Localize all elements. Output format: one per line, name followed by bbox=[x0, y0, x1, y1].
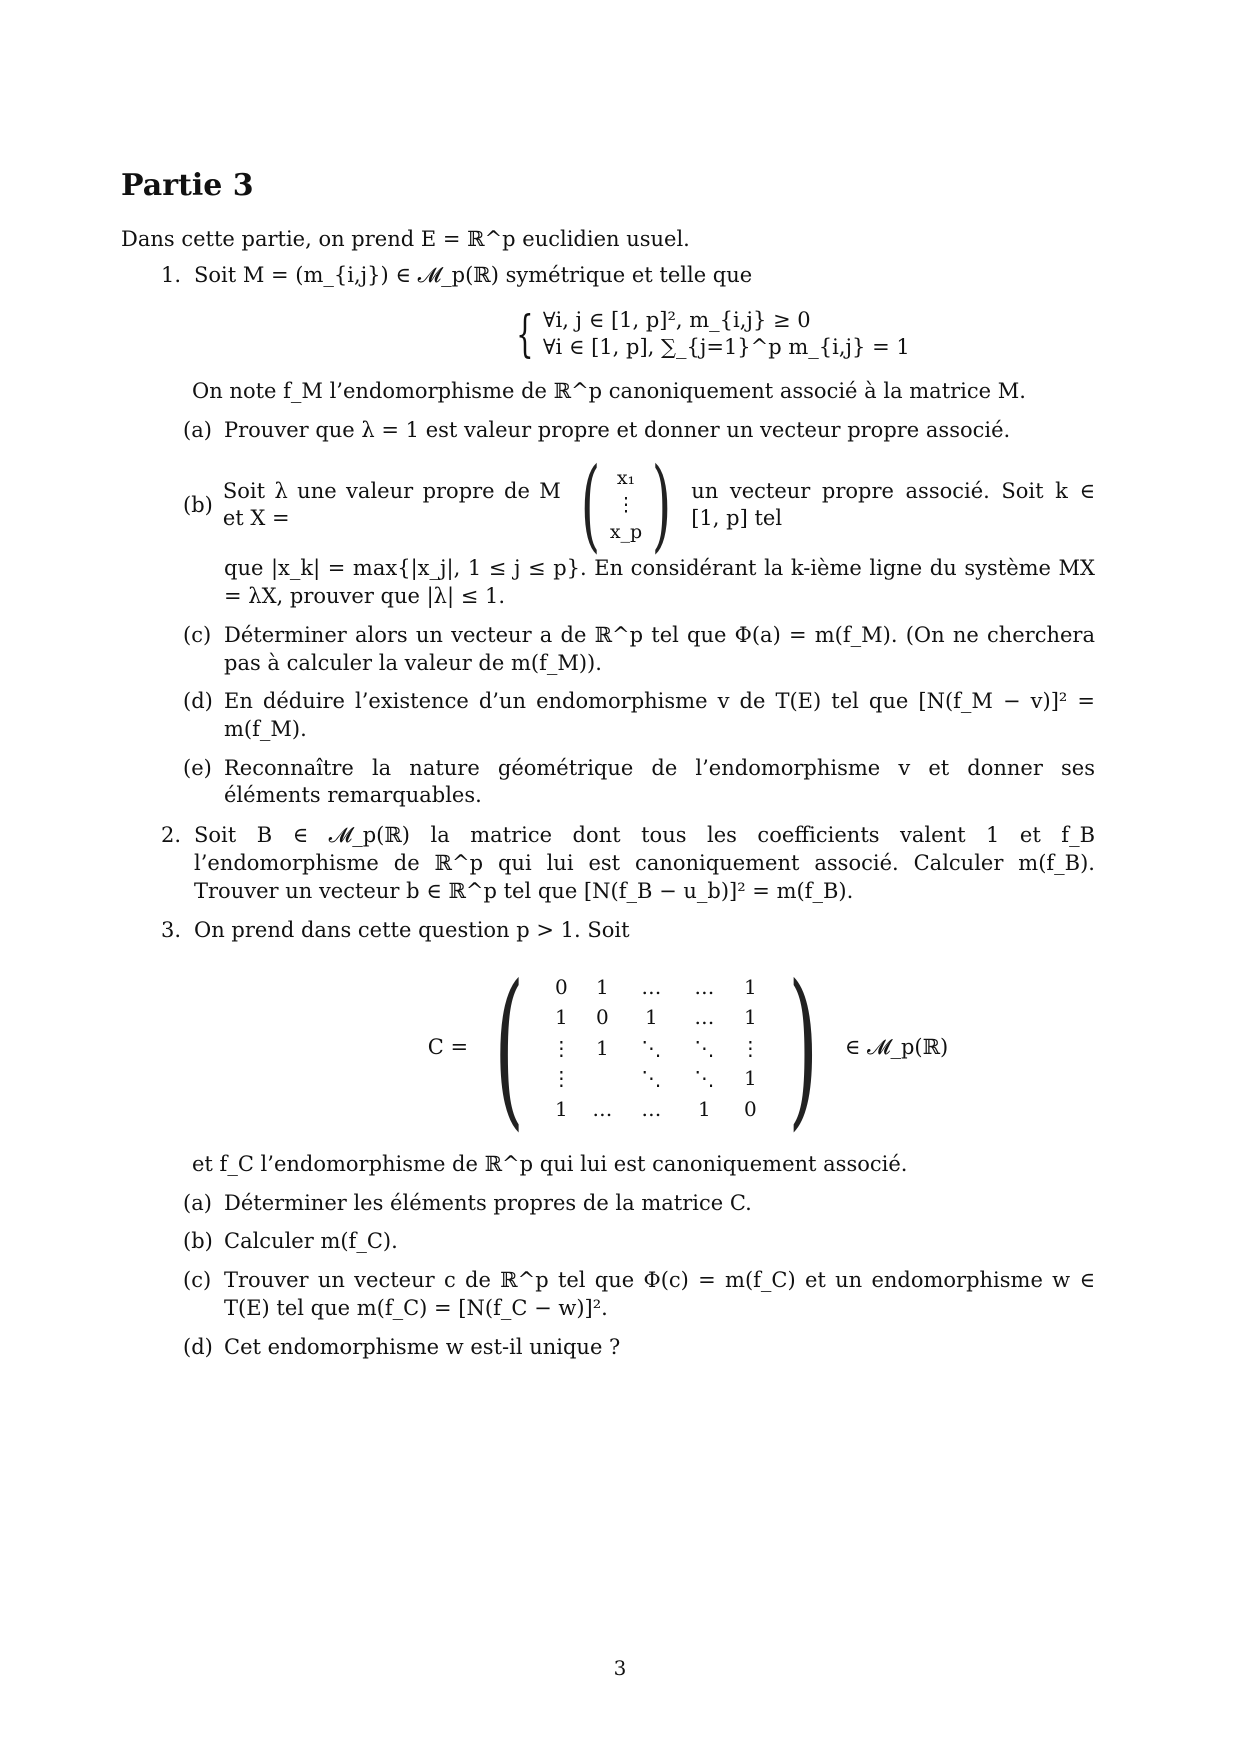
question-3d bbox=[121, 1334, 1095, 1362]
matrix-cell: ⋮ bbox=[551, 1066, 572, 1091]
vector-entry-dots: ⋮ bbox=[616, 494, 636, 517]
matrix-cell: … bbox=[641, 975, 662, 1000]
question-3c-label: (c) bbox=[183, 1268, 212, 1293]
question-1c-label: (c) bbox=[183, 622, 212, 647]
question-2-number: 2. bbox=[161, 823, 182, 848]
question-3b-label: (b) bbox=[183, 1229, 213, 1254]
question-1b-label: (b) bbox=[183, 492, 213, 517]
matrix-cell: ⋱ bbox=[641, 1035, 662, 1060]
matrix-lhs: C = bbox=[427, 1035, 469, 1060]
question-1 bbox=[121, 262, 1095, 290]
page-number: 3 bbox=[613, 1656, 627, 1680]
question-1a-text: Prouver que λ = 1 est valeur propre et donner un vecteur propre associé. bbox=[224, 417, 1011, 442]
matrix-cell: ⋮ bbox=[551, 1035, 572, 1060]
question-1c-text: Déterminer alors un vecteur a de ℝ^p tel que Φ(a) = m(f_M). (On ne cherchera pas à calculer la valeur de m(f_M)). bbox=[224, 622, 1095, 675]
question-3-text: On prend dans cette question p > 1. Soit bbox=[194, 918, 630, 943]
matrix-cell: 1 bbox=[645, 1005, 658, 1030]
question-2 bbox=[121, 822, 1095, 905]
matrix-cell: ⋮ bbox=[740, 1035, 761, 1060]
matrix-cell bbox=[580, 1065, 624, 1091]
question-1d-text: En déduire l’existence d’un endomorphisme v de T(E) tel que [N(f_M − v)]² = m(f_M). bbox=[224, 689, 1095, 741]
matrix-cell: 1 bbox=[555, 1005, 568, 1030]
question-1b bbox=[121, 446, 1095, 610]
question-3c-text: Trouver un vecteur c de ℝ^p tel que Φ(c) = m(f_C) et un endomorphisme w ∈ T(E) tel que m(f_C) = [N(f_C − w)]². bbox=[224, 1268, 1095, 1320]
question-3 bbox=[121, 917, 1095, 945]
question-3b bbox=[121, 1228, 1095, 1256]
matrix-cell: 1 bbox=[698, 1096, 711, 1121]
question-1e-text: Reconnaître la nature géométrique de l’endomorphisme v et donner ses éléments remarquables. bbox=[224, 755, 1095, 808]
question-1-note: On note f_M l’endomorphisme de ℝ^p canoniquement associé à la matrice M. bbox=[192, 378, 1026, 403]
question-1a-label: (a) bbox=[183, 417, 212, 442]
question-1b-text-3: que |x_k| = max{|x_j|, 1 ≤ j ≤ p}. En considérant la k-ième ligne du système MX = λX, prouver que |λ| ≤ 1. bbox=[224, 556, 1095, 609]
question-1c bbox=[121, 622, 1095, 677]
question-3a-text: Déterminer les éléments propres de la matrice C. bbox=[224, 1190, 752, 1215]
question-1d bbox=[121, 688, 1095, 743]
question-3-note: et f_C l’endomorphisme de ℝ^p qui lui est canoniquement associé. bbox=[192, 1152, 908, 1176]
matrix-cell: 0 bbox=[596, 1005, 609, 1030]
question-3a bbox=[121, 1190, 1095, 1218]
matrix-cell: 1 bbox=[596, 975, 609, 1000]
matrix-cell: 1 bbox=[744, 975, 757, 1000]
intro-text: Dans cette partie, on prend E = ℝ^p euclidien usuel. bbox=[121, 227, 690, 251]
question-1-number: 1. bbox=[161, 262, 182, 287]
condition-line-2: ∀i ∈ [1, p], ∑_{j=1}^p m_{i,j} = 1 bbox=[542, 334, 910, 359]
question-3d-label: (d) bbox=[183, 1334, 213, 1359]
matrix-cell: … bbox=[694, 1005, 715, 1030]
matrix-cell: 0 bbox=[744, 1096, 757, 1121]
matrix-c bbox=[542, 974, 770, 1122]
question-1e-label: (e) bbox=[183, 755, 212, 780]
question-3-number: 3. bbox=[161, 918, 182, 943]
vector-entry-p: x_p bbox=[609, 520, 643, 543]
matrix-left-paren-icon: ( bbox=[494, 949, 525, 1147]
question-3a-label: (a) bbox=[183, 1190, 212, 1215]
condition-line-1: ∀i, j ∈ [1, p]², m_{i,j} ≥ 0 bbox=[542, 308, 811, 333]
matrix-cell: ⋱ bbox=[694, 1035, 715, 1060]
matrix-cell: … bbox=[694, 975, 715, 1000]
vector-entry-1: x₁ bbox=[616, 467, 636, 490]
question-1e bbox=[121, 755, 1095, 810]
section-title: Partie 3 bbox=[121, 168, 254, 203]
matrix-cell: 1 bbox=[596, 1035, 609, 1060]
matrix-cell: 1 bbox=[744, 1066, 757, 1091]
question-1a bbox=[121, 417, 1095, 445]
content bbox=[121, 168, 1095, 1361]
right-paren-icon: ) bbox=[651, 446, 672, 564]
matrix-right-paren-icon: ) bbox=[788, 949, 819, 1147]
left-paren-icon: ( bbox=[580, 446, 601, 564]
question-2-text: Soit B ∈ 𝓜_p(ℝ) la matrice dont tous les coefficients valent 1 et f_B l’endomorphisme de ℝ^p qui lui est canoniquement associé. Calculer m(f_B). Trouver un vecteur b ∈ ℝ^p tel que [N(f_B − u_b)]² = m(f_B). bbox=[194, 823, 1095, 903]
matrix-cell: ⋱ bbox=[641, 1066, 662, 1091]
left-brace-icon: { bbox=[516, 304, 534, 363]
matrix-cell: ⋱ bbox=[694, 1066, 715, 1091]
matrix-cell: 0 bbox=[555, 975, 568, 1000]
question-1-text: Soit M = (m_{i,j}) ∈ 𝓜_p(ℝ) symétrique et telle que bbox=[194, 262, 753, 287]
question-3c bbox=[121, 1267, 1095, 1322]
matrix-cell: 1 bbox=[555, 1096, 568, 1121]
matrix-rhs: ∈ 𝓜_p(ℝ) bbox=[844, 1035, 949, 1060]
question-1b-text-1: Soit λ une valeur propre de M et X = bbox=[222, 478, 561, 531]
column-vector-x bbox=[571, 446, 681, 564]
question-3d-text: Cet endomorphisme w est-il unique ? bbox=[224, 1334, 621, 1359]
question-1b-text-2: un vecteur propre associé. Soit k ∈ [1, p] tel bbox=[691, 478, 1095, 531]
question-3b-text: Calculer m(f_C). bbox=[224, 1229, 398, 1254]
matrix-cell: 1 bbox=[744, 1005, 757, 1030]
matrix-c-block bbox=[121, 949, 1095, 1147]
matrix-cell: … bbox=[592, 1096, 613, 1121]
question-1d-label: (d) bbox=[183, 689, 213, 714]
condition-system bbox=[509, 304, 1095, 363]
matrix-cell: … bbox=[641, 1096, 662, 1121]
